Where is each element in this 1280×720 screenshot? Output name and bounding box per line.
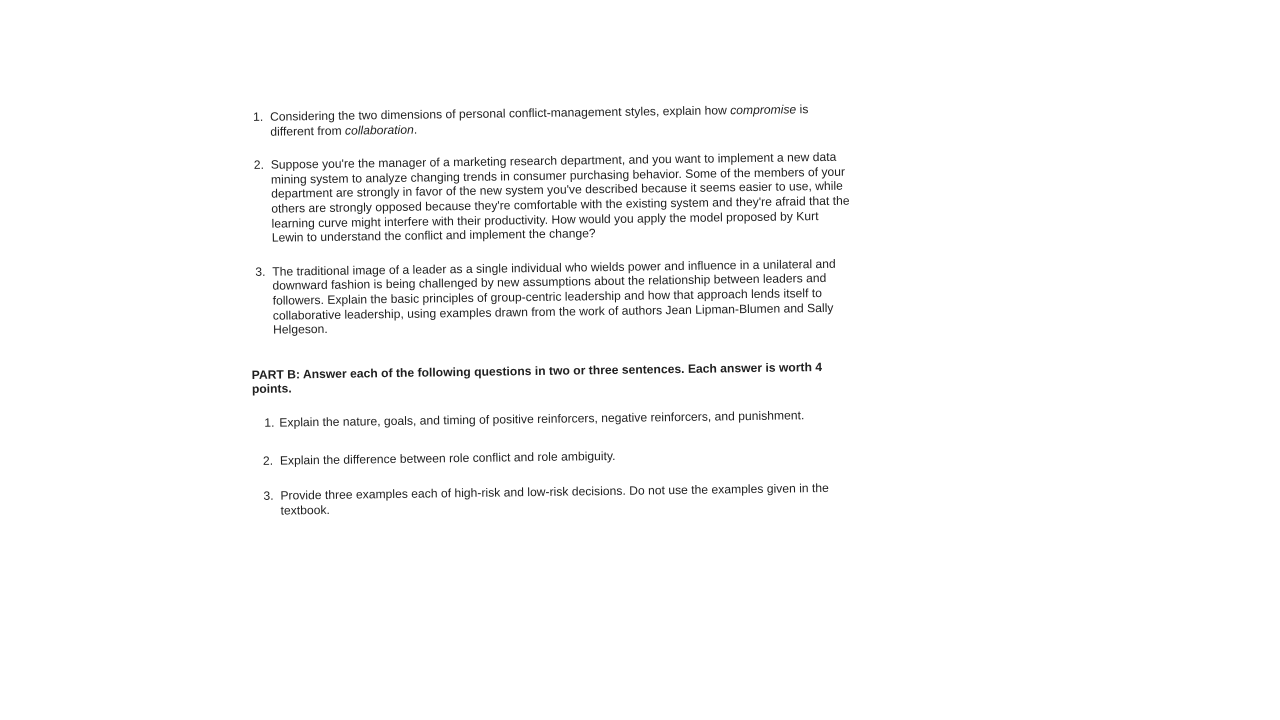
part-a-question-2	[249, 150, 854, 246]
document-body	[248, 102, 858, 519]
emphasis-collaboration: collaboration	[344, 122, 414, 138]
question-number: 3.	[263, 488, 274, 503]
question-number: 1.	[252, 109, 264, 124]
part-a-question-1	[248, 102, 852, 140]
question-number: 2.	[262, 453, 274, 468]
question-text: Explain the difference between role conflict and role ambiguity.	[279, 448, 616, 468]
question-text: The traditional image of a leader as a single individual who wields power and influence in a unilateral and downward fashion is being challenged by new assumptions about the relationship between leaders and followers. Explain the basic principles of group-centric leadership and how that approach lends itself to collaborative leadership, using examples drawn from the work of authors Jean Lipman-Blumen and Sally Helgeson.	[272, 256, 836, 337]
part-b-question-1	[252, 407, 856, 430]
question-number: 1.	[264, 415, 275, 430]
part-b-question-3	[253, 481, 857, 519]
question-text: Provide three examples each of high-risk and low-risk decisions. Do not use the examples given in the textbook.	[280, 481, 829, 518]
question-number: 2.	[253, 157, 265, 173]
question-text: Explain the nature, goals, and timing of positive reinforcers, negative reinforcers, and punishment.	[279, 408, 805, 430]
question-number: 3.	[255, 264, 266, 279]
part-a-question-3	[250, 256, 855, 337]
question-text: Considering the two dimensions of personal conflict-management styles, explain how compromise is different from collaboration.	[269, 102, 809, 139]
emphasis-compromise: compromise	[730, 102, 797, 118]
question-text: Suppose you're the manager of a marketing research department, and you want to implement a new data mining system to analyze changing trends in consumer purchasing behavior. Some of the members of your department are strongly in favor of the new system you've described because it seems easier to use, while others are strongly opposed because they're comfortable with the existing system and they're afraid that the learning curve might interfere with their productivity. How would you apply the model proposed by Kurt Lewin to understand the conflict and implement the change?	[270, 149, 850, 245]
part-b-question-2	[253, 445, 857, 468]
part-b-heading: PART B: Answer each of the following questions in two or three sentences. Each answer is worth 4 points.	[251, 359, 823, 397]
